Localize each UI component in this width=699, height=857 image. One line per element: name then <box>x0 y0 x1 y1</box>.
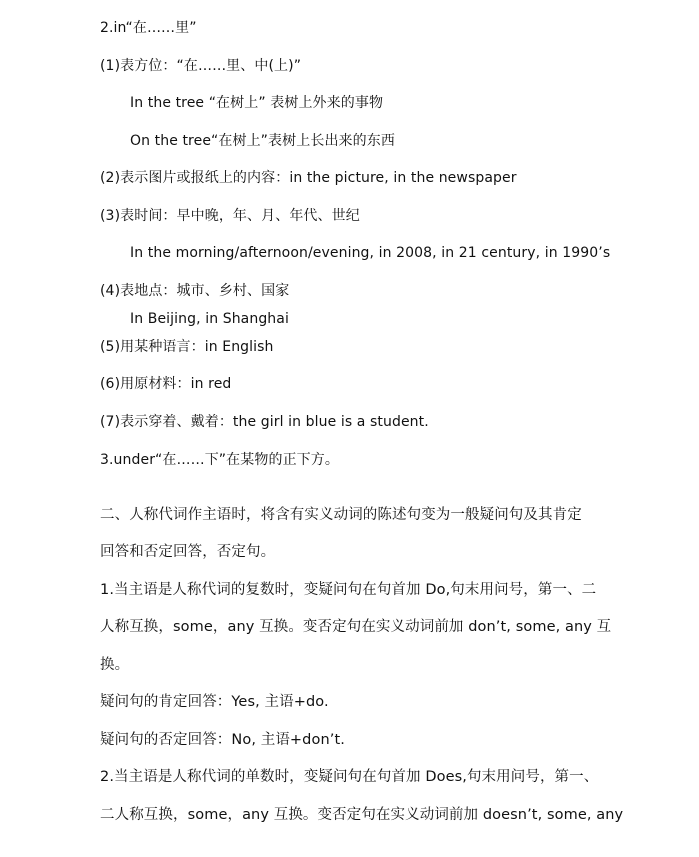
example-place: In Beijing, in Shanghai <box>130 311 289 327</box>
rule-1-end: 换。 <box>100 657 130 673</box>
item-6-material: (6)用原材料：in red <box>100 376 232 392</box>
item-1-location: (1)表方位：“在……里、中(上)” <box>100 58 302 74</box>
rule-2-cont: 二人称互换，some，any 互换。变否定句在实义动词前加 doesn’t, some, any <box>100 807 624 823</box>
negative-answer: 疑问句的否定回答：No, 主语+don’t. <box>100 732 345 748</box>
example-time: In the morning/afternoon/evening, in 2008, in 21 century, in 1990’s <box>130 245 611 261</box>
item-5-language: (5)用某种语言：in English <box>100 339 274 355</box>
rule-1: 1.当主语是人称代词的复数时，变疑问句在句首加 Do,句末用问号，第一、二 <box>100 582 597 598</box>
item-3-time: (3)表时间：早中晚，年、月、年代、世纪 <box>100 208 360 224</box>
section-2-heading-cont: 回答和否定回答，否定句。 <box>100 544 276 560</box>
item-7-wearing: (7)表示穿着、戴着：the girl in blue is a student. <box>100 414 429 430</box>
section-2-heading: 二、人称代词作主语时，将含有实义动词的陈述句变为一般疑问句及其肯定 <box>100 507 582 523</box>
example-on-the-tree: On the tree“在树上”表树上长出来的东西 <box>130 133 395 149</box>
item-4-place: (4)表地点：城市、乡村、国家 <box>100 283 290 299</box>
heading-under: 3.under“在……下”在某物的正下方。 <box>100 452 339 468</box>
rule-1-cont: 人称互换，some，any 互换。变否定句在实义动词前加 don’t, some, any 互 <box>100 619 612 635</box>
rule-2: 2.当主语是人称代词的单数时，变疑问句在句首加 Does,句末用问号，第一、 <box>100 769 599 785</box>
example-in-the-tree: In the tree “在树上” 表树上外来的事物 <box>130 95 384 111</box>
item-2-picture: (2)表示图片或报纸上的内容：in the picture, in the newspaper <box>100 170 517 186</box>
heading-in: 2.in“在……里” <box>100 20 197 36</box>
positive-answer: 疑问句的肯定回答：Yes, 主语+do. <box>100 694 329 710</box>
